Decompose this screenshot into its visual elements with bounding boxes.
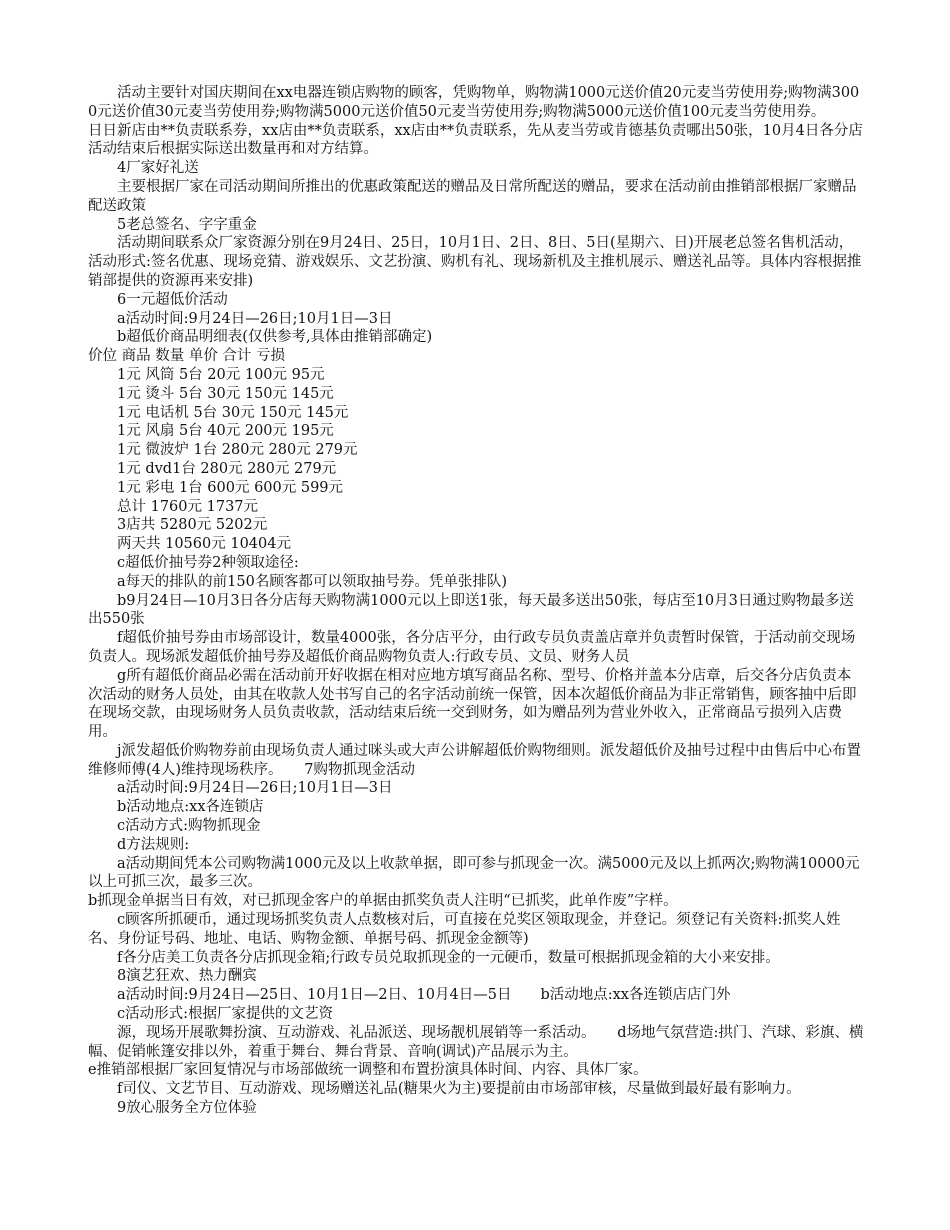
paragraph: e推销部根据厂家回复情况与市场部做统一调整和布置扮演具体时间、内容、具体厂家。 (88, 1062, 648, 1079)
paragraph: 1元 风扇 5台 40元 200元 195元 (117, 423, 334, 440)
paragraph: g所有超低价商品必需在活动前开好收据在相对应地方填写商品名称、型号、价格并盖本分店章，后交各分店负责本次活动的财务人员处，由其在收款人处书写自己的名字活动前统一保管，因本次超低价商品为非正常销售，顾客抽中后即在现场交款，由现场财务人员负责收款，活动结束后统一交到财务，如为赠品列为营业外收入，正常商品亏损列入店费用。 (88, 667, 857, 741)
paragraph: 6一元超低价活动 (117, 291, 228, 308)
paragraph: 1元 烫斗 5台 30元 150元 145元 (117, 385, 334, 402)
paragraph: d方法规则: (117, 836, 190, 853)
paragraph: 日日新店由**负责联系券，xx店由**负责联系，xx店由**负责联系，先从麦当劳或肯德基负责哪出50张，10月4日各分店活动结束后根据实际送出数量再和对方结算。 (88, 122, 863, 158)
paragraph: 1元 电话机 5台 30元 150元 145元 (117, 404, 349, 421)
paragraph: b抓现金单据当日有效，对已抓现金客户的单据由抓奖负责人注明“已抓奖，此单作废”字样。 (88, 893, 678, 910)
paragraph: 3店共 5280元 5202元 (117, 517, 268, 534)
paragraph: 价位 商品 数量 单价 合计 亏损 (88, 348, 286, 365)
paragraph: a活动时间:9月24日—26日;10月1日—3日 (117, 310, 393, 327)
paragraph: 1元 彩电 1台 600元 600元 599元 (117, 479, 344, 496)
paragraph: 两天共 10560元 10404元 (117, 536, 291, 553)
paragraph: f司仪、文艺节目、互动游戏、现场赠送礼品(糖果火为主)要提前由市场部审核，尽量做到最好最有影响力。 (117, 1081, 801, 1098)
paragraph: 源，现场开展歌舞扮演、互动游戏、礼品派送、现场靓机展销等一系活动。 d场地气氛营造:拱门、汽球、彩旗、横幅、促销帐篷安排以外，着重于舞台、舞台背景、音响(调试)产品展示为主。 (88, 1024, 864, 1060)
paragraph: f各分店美工负责各分店抓现金箱;行政专员兑取抓现金的一元硬币，数量可根据抓现金箱的大小来安排。 (117, 949, 780, 966)
paragraph: a活动期间凭本公司购物满1000元及以上收款单据，即可参与抓现金一次。满5000元及以上抓两次;购物满10000元以上可抓三次，最多三次。 (88, 855, 860, 891)
paragraph: 8演艺狂欢、热力酬宾 (117, 968, 257, 985)
paragraph: b9月24日—10月3日各分店每天购物满1000元以上即送1张，每天最多送出50张，每店至10月3日通过购物最多送出550张 (88, 592, 854, 628)
document-body (88, 84, 864, 1118)
paragraph: c活动形式:根据厂家提供的文艺资 (117, 1006, 334, 1023)
paragraph: a活动时间:9月24日—26日;10月1日—3日 (117, 780, 393, 797)
paragraph: 1元 风筒 5台 20元 100元 95元 (117, 366, 325, 383)
paragraph: 总计 1760元 1737元 (117, 498, 259, 515)
paragraph: j派发超低价购物券前由现场负责人通过咪头或大声公讲解超低价购物细则。派发超低价及抽号过程中由售后中心布置维修师傅(4人)维持现场秩序。 7购物抓现金活动 (88, 742, 861, 778)
paragraph: 活动主要针对国庆期间在xx电器连锁店购物的顾客，凭购物单，购物满1000元送价值20元麦当劳使用券;购物满3000元送价值30元麦当劳使用券;购物满5000元送价值50元麦当劳使用券;购物满5000元送价值100元麦当劳使用券。 (88, 85, 860, 120)
paragraph: 5老总签名、字字重金 (117, 216, 257, 233)
paragraph: b活动地点:xx各连锁店 (117, 799, 264, 816)
paragraph: c活动方式:购物抓现金 (117, 818, 261, 835)
paragraph: f超低价抽号券由市场部设计，数量4000张，各分店平分，由行政专员负责盖店章并负责暂时保管，于活动前交现场负责人。现场派发超低价抽号券及超低价商品购物负责人:行政专员、文员、财务人员 (88, 630, 856, 665)
paragraph: 1元 微波炉 1台 280元 280元 279元 (117, 442, 358, 459)
paragraph: b超低价商品明细表(仅供参考,具体由推销部确定) (117, 329, 433, 346)
paragraph: 1元 dvd1台 280元 280元 279元 (117, 460, 337, 477)
paragraph: 活动期间联系众厂家资源分别在9月24日、25日，10月1日、2日、8日、5日(星期六、日)开展老总签名售机活动，活动形式:签名优惠、现场竞猜、游戏娱乐、文艺扮演、购机有礼、现场新机及主推机展示、赠送礼品等。具体内容根据推销部提供的资源再来安排) (88, 235, 862, 289)
paragraph: 4厂家好礼送 (117, 160, 199, 177)
paragraph: a活动时间:9月24日—25日、10月1日—2日、10月4日—5日 b活动地点:xx各连锁店店门外 (117, 987, 731, 1004)
paragraph: c顾客所抓硬币，通过现场抓奖负责人点数核对后，可直接在兑奖区领取现金，并登记。须登记有关资料:抓奖人姓名、身份证号码、地址、电话、购物金额、单据号码、抓现金金额等) (88, 912, 841, 947)
paragraph: c超低价抽号券2种领取途径: (117, 554, 299, 571)
paragraph: a每天的排队的前150名顾客都可以领取抽号券。凭单张排队) (117, 573, 507, 590)
paragraph: 主要根据厂家在司活动期间所推出的优惠政策配送的赠品及日常所配送的赠品，要求在活动前由推销部根据厂家赠品配送政策 (88, 178, 857, 214)
paragraph: 9放心服务全方位体验 (117, 1100, 257, 1117)
